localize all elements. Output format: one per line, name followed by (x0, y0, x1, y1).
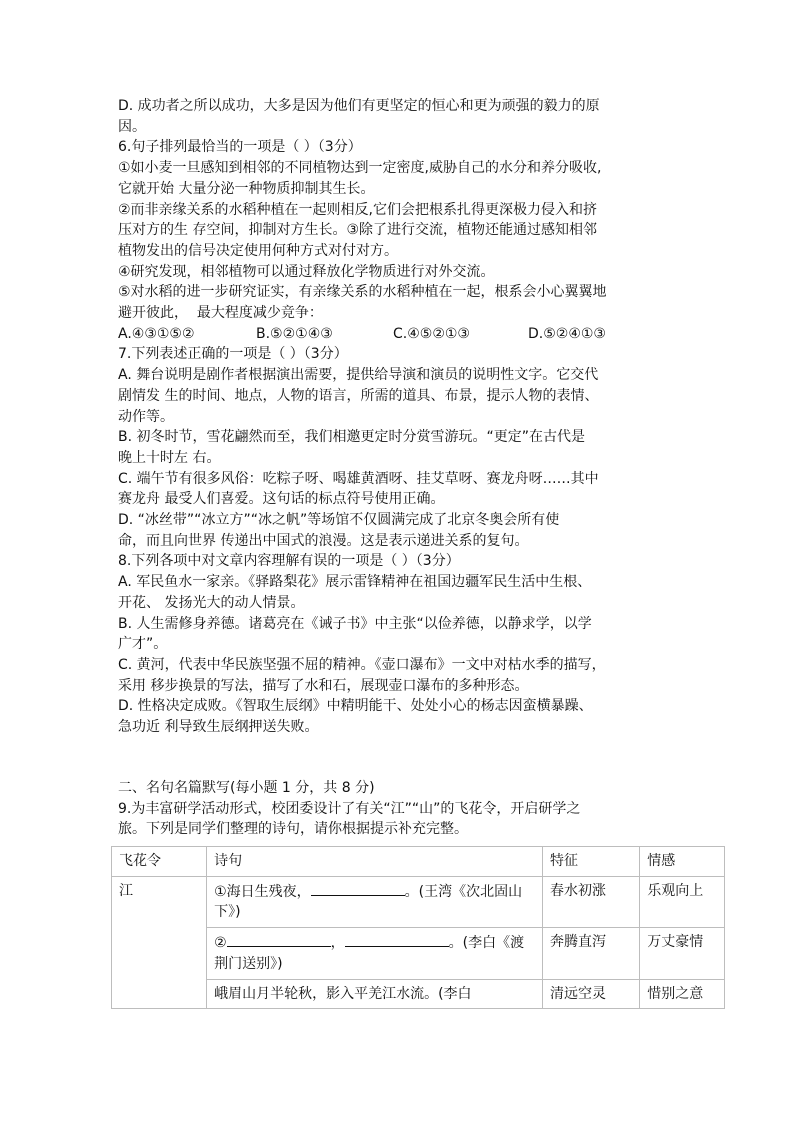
poem-cell: 峨眉山月半轮秋，影入平羌江水流。(李白 (207, 979, 543, 1009)
header-cell: 飞花令 (112, 847, 207, 877)
text-line: 晚上十时左 右。 (118, 449, 221, 466)
feature-cell: 春水初涨 (543, 876, 640, 927)
section-gap (118, 738, 678, 758)
text-line: 旅。下列是同学们整理的诗句，请你根据提示补充完整。 (118, 821, 468, 838)
text-line: D. “冰丝带”“冰立方”“冰之帆”等场馆不仅圆满完成了北京冬奥会所有使 (118, 512, 560, 529)
text-line: 开花、 发扬光大的动人情景。 (118, 594, 305, 611)
header-cell: 特征 (543, 847, 640, 877)
section-gap (118, 758, 678, 778)
poem-text: ， (330, 935, 345, 952)
text-line: 急功近 利导致生辰纲押送失败。 (118, 719, 319, 736)
poem-cell (207, 876, 543, 927)
text-line: 命，而且向世界 传递出中国式的浪漫。这是表示递进关系的复句。 (118, 532, 529, 549)
option-a: A.④③①⑤② (118, 325, 195, 342)
answer-blank[interactable] (311, 881, 405, 896)
text-line: ⑤对水稻的进一步研究证实，有亲缘关系的水稻种植在一起，根系会小心翼翼地 (118, 284, 607, 301)
text-line: 植物发出的信号决定使用何种方式对付对方。 (118, 242, 398, 259)
question-stem: 8.下列各项中对文章内容理解有误的一项是（ ）（3分） (118, 553, 460, 570)
text-line: A. 军民鱼水一家亲。《驿路梨花》展示雷锋精神在祖国边疆军民生活中生根、 (118, 574, 592, 591)
document-body (118, 96, 678, 840)
table-header-row (112, 847, 725, 877)
text-line: 9.为丰富研学活动形式，校团委设计了有关“江”“山”的飞花令，开启研学之 (118, 800, 581, 817)
text-line: 压对方的生 存空间，抑制对方生长。③除了进行交流，植物还能通过感知相邻 (118, 222, 597, 239)
q5-option-d (118, 96, 678, 137)
option-b: B.⑤②①④③ (256, 325, 333, 342)
poem-source: 。(李白《渡荆门送别》) (214, 935, 525, 972)
poem-text: ② (214, 935, 227, 952)
text-line: 采用 移步换景的写法，描写了水和石，展现壶口瀑布的多种形态。 (118, 677, 529, 694)
question-6 (118, 137, 678, 344)
text-line: ④研究发现，相邻植物可以通过释放化学物质进行对外交流。 (118, 263, 495, 280)
answer-blank[interactable] (345, 932, 449, 947)
poem-text: ①海日生残夜， (214, 883, 311, 900)
text-line: B. 初冬时节，雪花翩然而至，我们相邀更定时分赏雪游玩。“更定”在古代是 (118, 429, 586, 446)
emotion-cell: 乐观向上 (640, 876, 725, 927)
feihualing-table (111, 846, 725, 1009)
text-line: D. 成功者之所以成功，大多是因为他们有更坚定的恒心和更为顽强的毅力的原 (118, 98, 600, 114)
q6-options (118, 324, 678, 345)
text-line: 因。 (118, 118, 146, 135)
text-line: A. 舞台说明是剧作者根据演出需要，提供给导演和演员的说明性文字。它交代 (118, 367, 599, 384)
emotion-cell: 惜别之意 (640, 979, 725, 1009)
feature-cell: 清远空灵 (543, 979, 640, 1009)
poem-cell (207, 928, 543, 979)
text-line: ②而非亲缘关系的水稻种植在一起则相反,它们会把根系扎得更深极力侵入和挤 (118, 201, 597, 218)
table-row (112, 876, 725, 927)
key-cell: 江 (112, 876, 207, 1009)
question-stem: 6.句子排列最恰当的一项是（ ）（3分） (118, 139, 362, 156)
poem-source: 。(王湾《次北固山下》) (214, 883, 523, 921)
section-2 (118, 778, 678, 840)
text-line: 赛龙舟 最受人们喜爱。这句话的标点符号使用正确。 (118, 491, 445, 508)
text-line: 剧情发 生的时间、地点，人物的语言，所需的道具、布景，提示人物的表情、 (118, 387, 599, 404)
text-line: C. 端午节有很多风俗：吃粽子呀、喝雄黄酒呀、挂艾草呀、赛龙舟呀……其中 (118, 470, 599, 487)
emotion-cell: 万丈豪情 (640, 928, 725, 979)
text-line: ①如小麦一旦感知到相邻的不同植物达到一定密度,威胁自己的水分和养分吸收, (118, 160, 602, 177)
text-line: C. 黄河，代表中华民族坚强不屈的精神。《壶口瀑布》一文中对枯水季的描写， (118, 656, 606, 673)
text-line: 避开彼此， 最大程度减少竞争： (118, 305, 323, 322)
option-c: C.④⑤②①③ (393, 325, 470, 342)
section-heading: 二、名句名篇默写(每小题 1 分，共 8 分) (118, 779, 375, 796)
text-line: D. 性格决定成败。《智取生辰纲》中精明能干、处处小心的杨志因蛮横暴躁、 (118, 698, 593, 715)
question-stem: 7.下列表述正确的一项是（ ）（3分） (118, 346, 348, 363)
text-line: 广才”。 (118, 636, 168, 653)
header-cell: 诗句 (207, 847, 543, 877)
text-line: B. 人生需修身养德。诸葛亮在《诫子书》中主张“以俭养德，以静求学，以学 (118, 615, 592, 632)
question-7-8 (118, 344, 678, 737)
text-line: 它就开始 大量分泌一种物质抑制其生长。 (118, 180, 375, 197)
header-cell: 情感 (640, 847, 725, 877)
text-line: 动作等。 (118, 408, 174, 425)
answer-blank[interactable] (227, 932, 331, 947)
feature-cell: 奔腾直泻 (543, 928, 640, 979)
option-d: D.⑤②④①③ (528, 325, 606, 342)
